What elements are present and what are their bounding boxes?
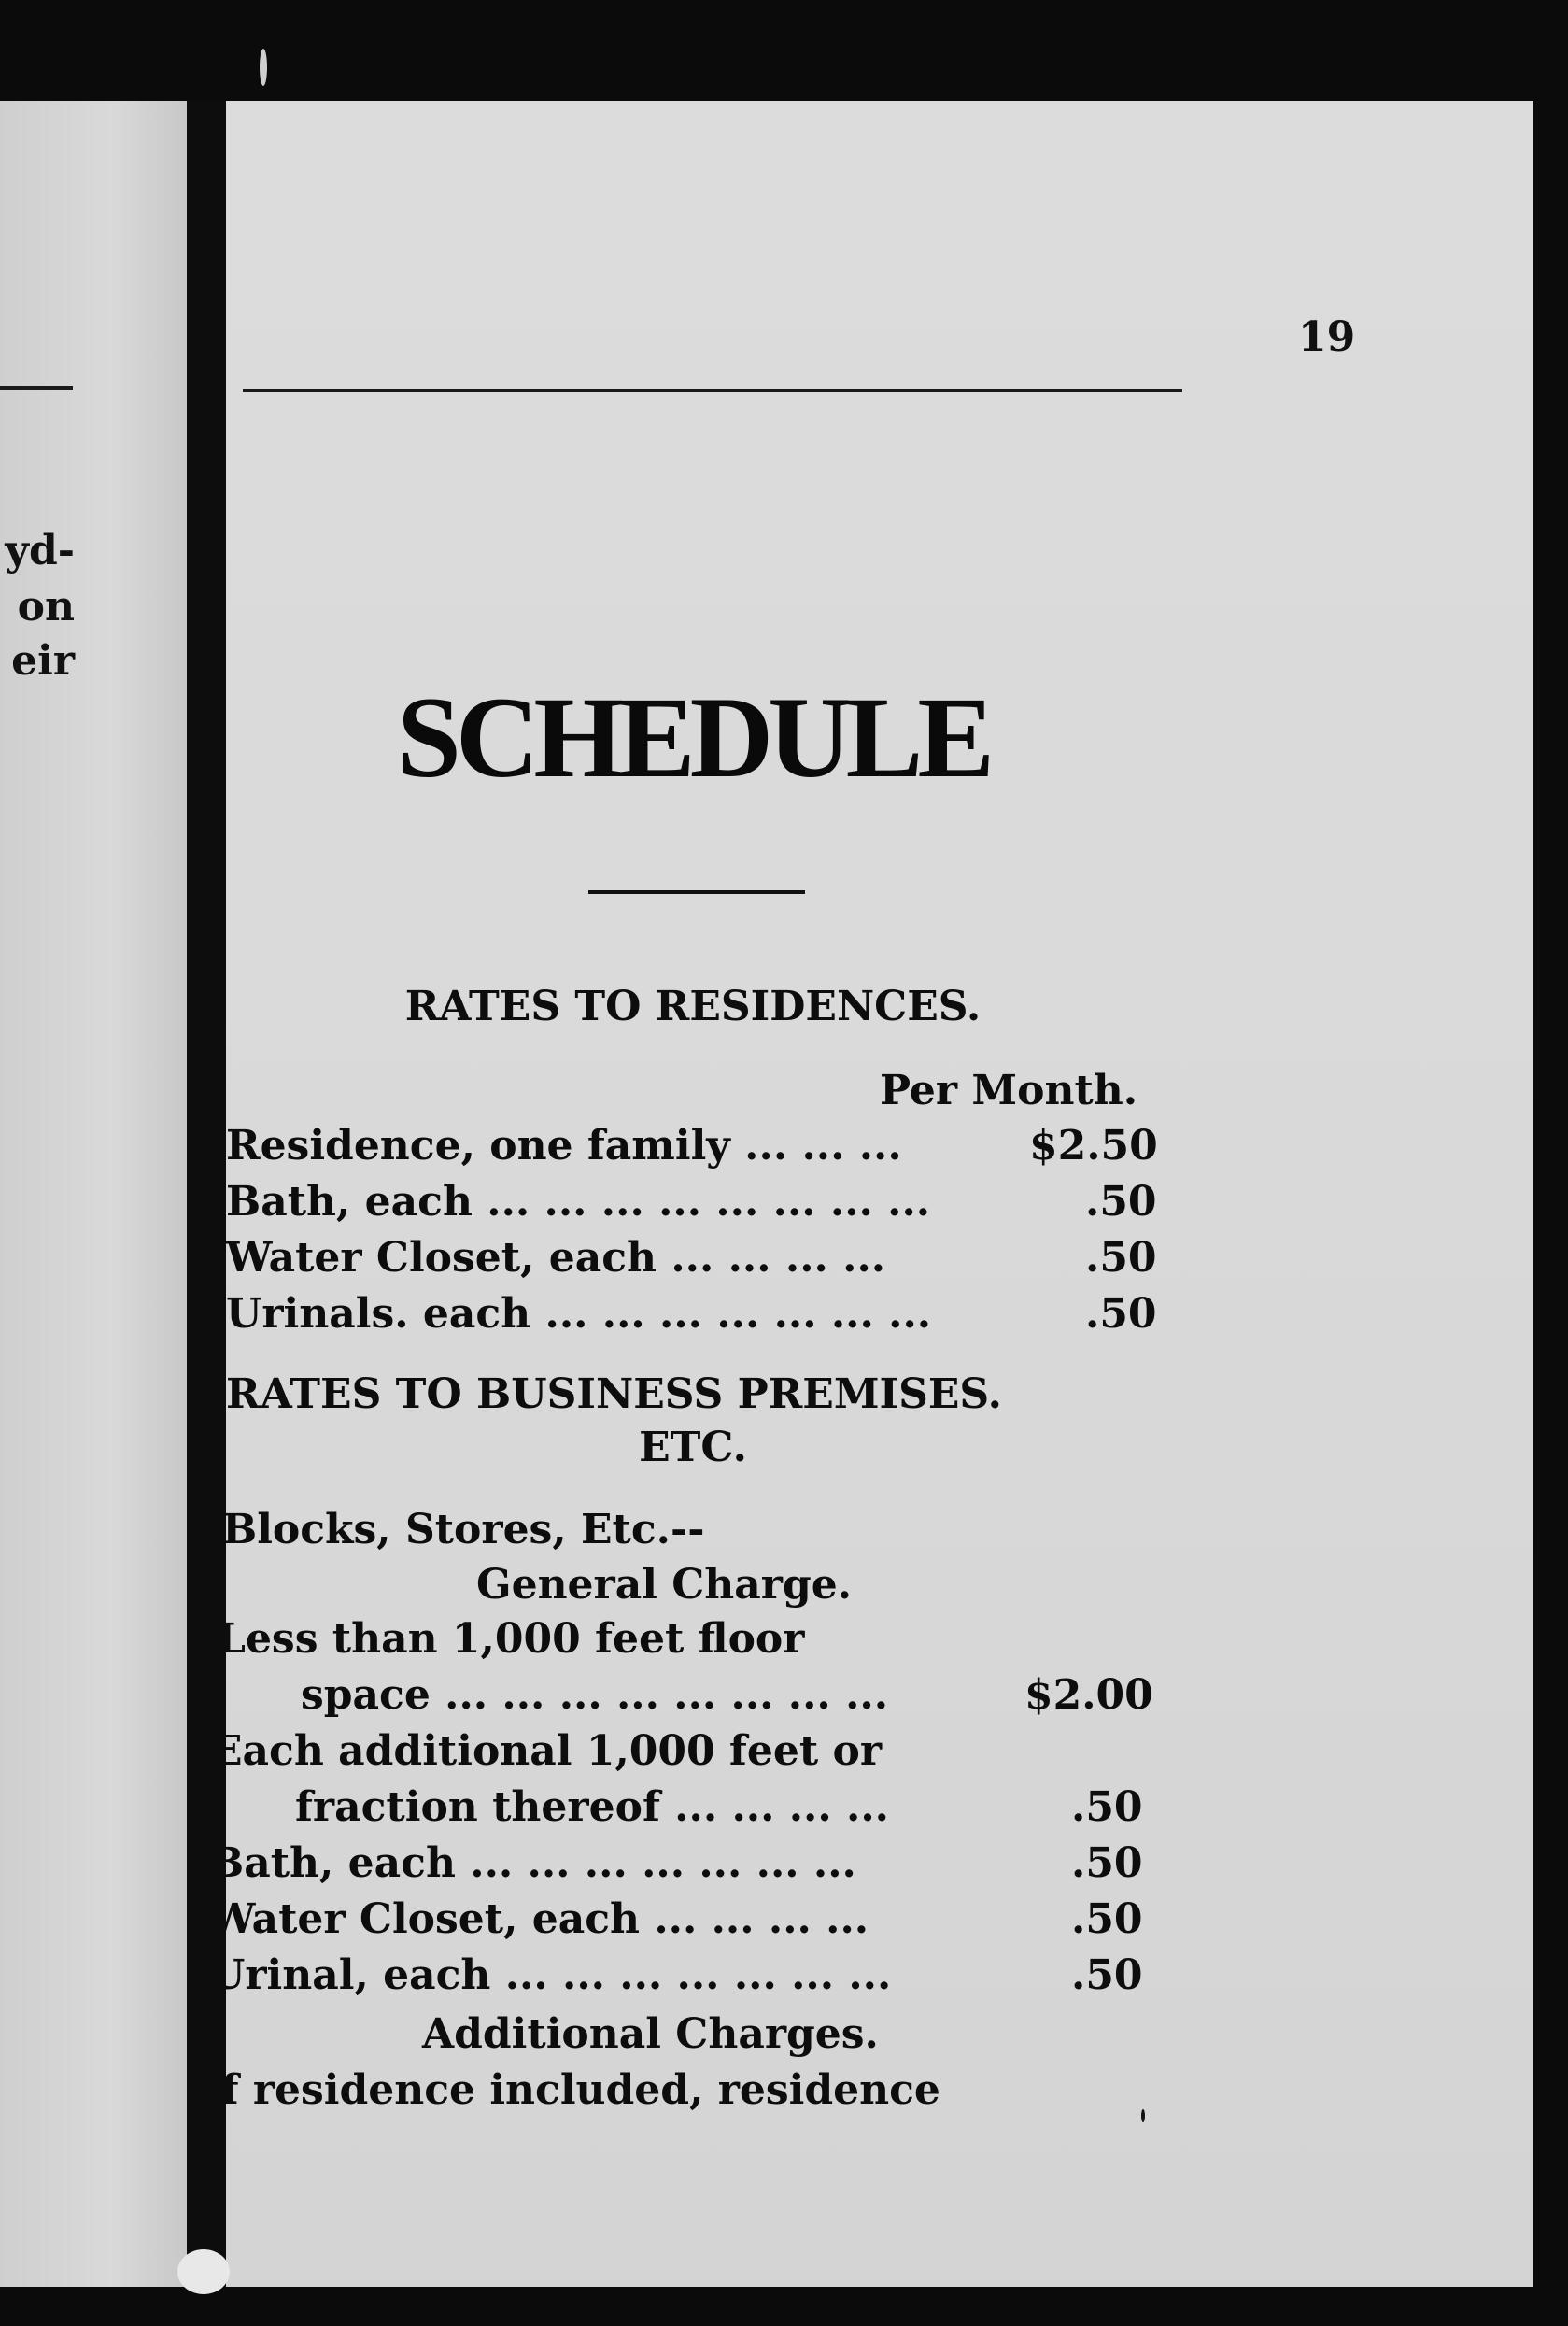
row-price: $2.50 (1029, 1122, 1158, 1170)
previous-page-fragment: eir (11, 637, 75, 685)
row-label: Residence, one family ... ... ... (226, 1122, 902, 1170)
residence-included-line: If residence included, residence (202, 2066, 940, 2114)
per-month-header: Per Month. (880, 1067, 1138, 1114)
previous-page-fragment: yd- (5, 527, 75, 574)
row-price: .50 (1071, 1951, 1143, 1999)
row-label: Water Closet, each ... ... ... ... (226, 1234, 886, 1282)
row-label: Bath, each ... ... ... ... ... ... ... ... (226, 1178, 931, 1226)
page-number: 19 (1298, 314, 1356, 362)
header-rule (243, 389, 1182, 392)
row-label: Urinal, each ... ... ... ... ... ... ... (209, 1951, 892, 1999)
scan-blot (177, 2249, 230, 2294)
scan-speck (260, 49, 267, 86)
previous-page-rule (0, 386, 73, 390)
business-heading-etc: ETC. (639, 1424, 747, 1471)
row-price: .50 (1071, 1895, 1143, 1943)
blocks-stores-subheading: Blocks, Stores, Etc.-- (222, 1506, 705, 1553)
row-price: .50 (1071, 1783, 1143, 1831)
business-heading: RATES TO BUSINESS PREMISES. (226, 1370, 1002, 1418)
row-label: Water Closet, each ... ... ... ... (209, 1895, 869, 1943)
row-label: Bath, each ... ... ... ... ... ... ... (209, 1839, 856, 1887)
previous-page-fragment: on (17, 583, 75, 631)
less-than-line: Less than 1,000 feet floor (217, 1615, 805, 1663)
row-label: Urinals. each ... ... ... ... ... ... ... (226, 1290, 932, 1338)
row-price: .50 (1085, 1234, 1157, 1282)
row-price: .50 (1085, 1290, 1157, 1338)
row-price: .50 (1071, 1839, 1143, 1887)
residences-heading: RATES TO RESIDENCES. (404, 983, 982, 1030)
page-19 (202, 101, 1533, 2287)
row-label: fraction thereof ... ... ... ... (295, 1783, 889, 1831)
page-title: SCHEDULE (396, 674, 990, 801)
row-price: .50 (1085, 1178, 1157, 1226)
scan-speck (1141, 2109, 1145, 2122)
previous-page-edge (0, 101, 187, 2287)
row-price: $2.00 (1024, 1671, 1153, 1719)
title-rule (588, 890, 805, 894)
row-label: space ... ... ... ... ... ... ... ... (301, 1671, 889, 1719)
additional-line: Each additional 1,000 feet or (211, 1727, 883, 1775)
general-charge-heading: General Charge. (476, 1561, 853, 1609)
additional-charges-heading: Additional Charges. (422, 2010, 879, 2058)
